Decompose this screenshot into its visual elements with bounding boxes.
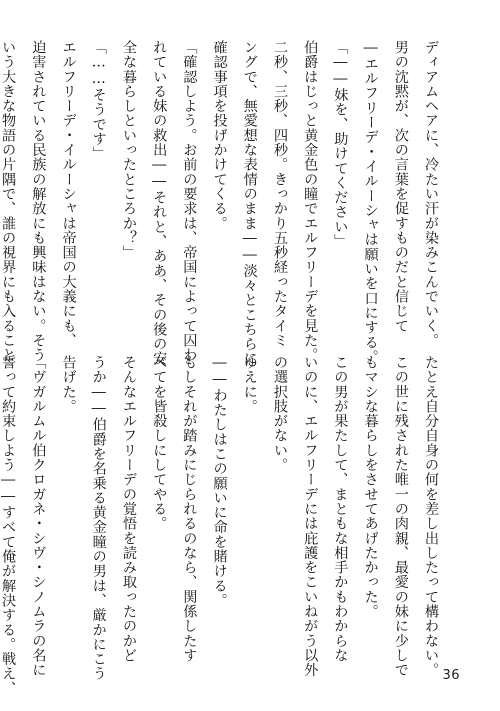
text-line: 迫害されている民族の解放にも興味はない。そう	[30, 40, 47, 363]
page-number: 36	[442, 668, 460, 683]
text-line: いう大きな物語の片隅で、誰の視界にも入ること	[0, 40, 17, 363]
text-line: もマシな暮らしをさせてあげたかった。	[362, 355, 379, 619]
text-line: この世に残された唯一の肉親、最愛の妹に少しで	[392, 355, 409, 678]
text-line: 告げた。	[60, 355, 77, 414]
text-line: の選択肢がない。	[271, 355, 288, 473]
lower-text-block	[0, 355, 446, 696]
text-line: ―エルフリーデ・イルーシャは願いを口にする。	[362, 40, 379, 365]
text-line: 全な暮らしといったところか？」	[120, 40, 137, 260]
text-line: 「……そうです」	[90, 40, 107, 161]
text-line: ゆえに。	[241, 355, 258, 414]
text-line: もしそれが踏みにじられるのなら、関係したす	[181, 355, 198, 663]
text-line: 誓って約束しよう――すべて俺が解決する。戦え、	[0, 355, 17, 696]
text-line: そんなエルフリーデの覚悟を読み取ったのかど	[120, 355, 137, 663]
text-line: 「――妹を、助けてください」	[332, 40, 349, 249]
text-line: 確認事項を投げかけてくる。	[211, 40, 228, 231]
text-line: れている妹の救出――それと、ああ、その後の安	[151, 40, 168, 366]
text-line: たとえ自分自身の何を差し出したって構わない。	[423, 355, 439, 678]
text-line: エルフリーデ・イルーシャは帝国の大義にも、	[60, 40, 77, 348]
text-line: この男が果たして、まともな相手かもわからな	[332, 355, 349, 663]
text-line: 「確認しよう。お前の要求は、帝国によって囚わ	[181, 40, 198, 363]
text-line: いのに、エルフリーデには庇護をこいねがう以外	[302, 355, 319, 678]
text-line: ――わたしはこの願いに命を賭ける。	[211, 355, 228, 608]
text-line: ングで、無愛想な表情のまま――淡々とこちらに	[241, 40, 258, 366]
text-line: べてを皆殺しにしてやる。	[151, 355, 168, 531]
text-line: ディアムヘアに、冷たい汗が染みこんでいく。	[423, 40, 439, 348]
upper-text-block	[0, 40, 446, 366]
text-line: 男の沈黙が、次の言葉を促すものだと信じて	[392, 40, 409, 333]
text-line: 「ヴガルムル伯クロガネ・シヴ・シノムラの名に	[30, 355, 47, 678]
text-line: 伯爵はじっと黄金色の瞳でエルフリーデを見た。	[302, 40, 319, 363]
text-line: うか――伯爵を名乗る黄金瞳の男は、厳かにこう	[90, 355, 107, 681]
text-line: 二秒、三秒、四秒。きっかり五秒経ったタイミ	[271, 40, 288, 348]
